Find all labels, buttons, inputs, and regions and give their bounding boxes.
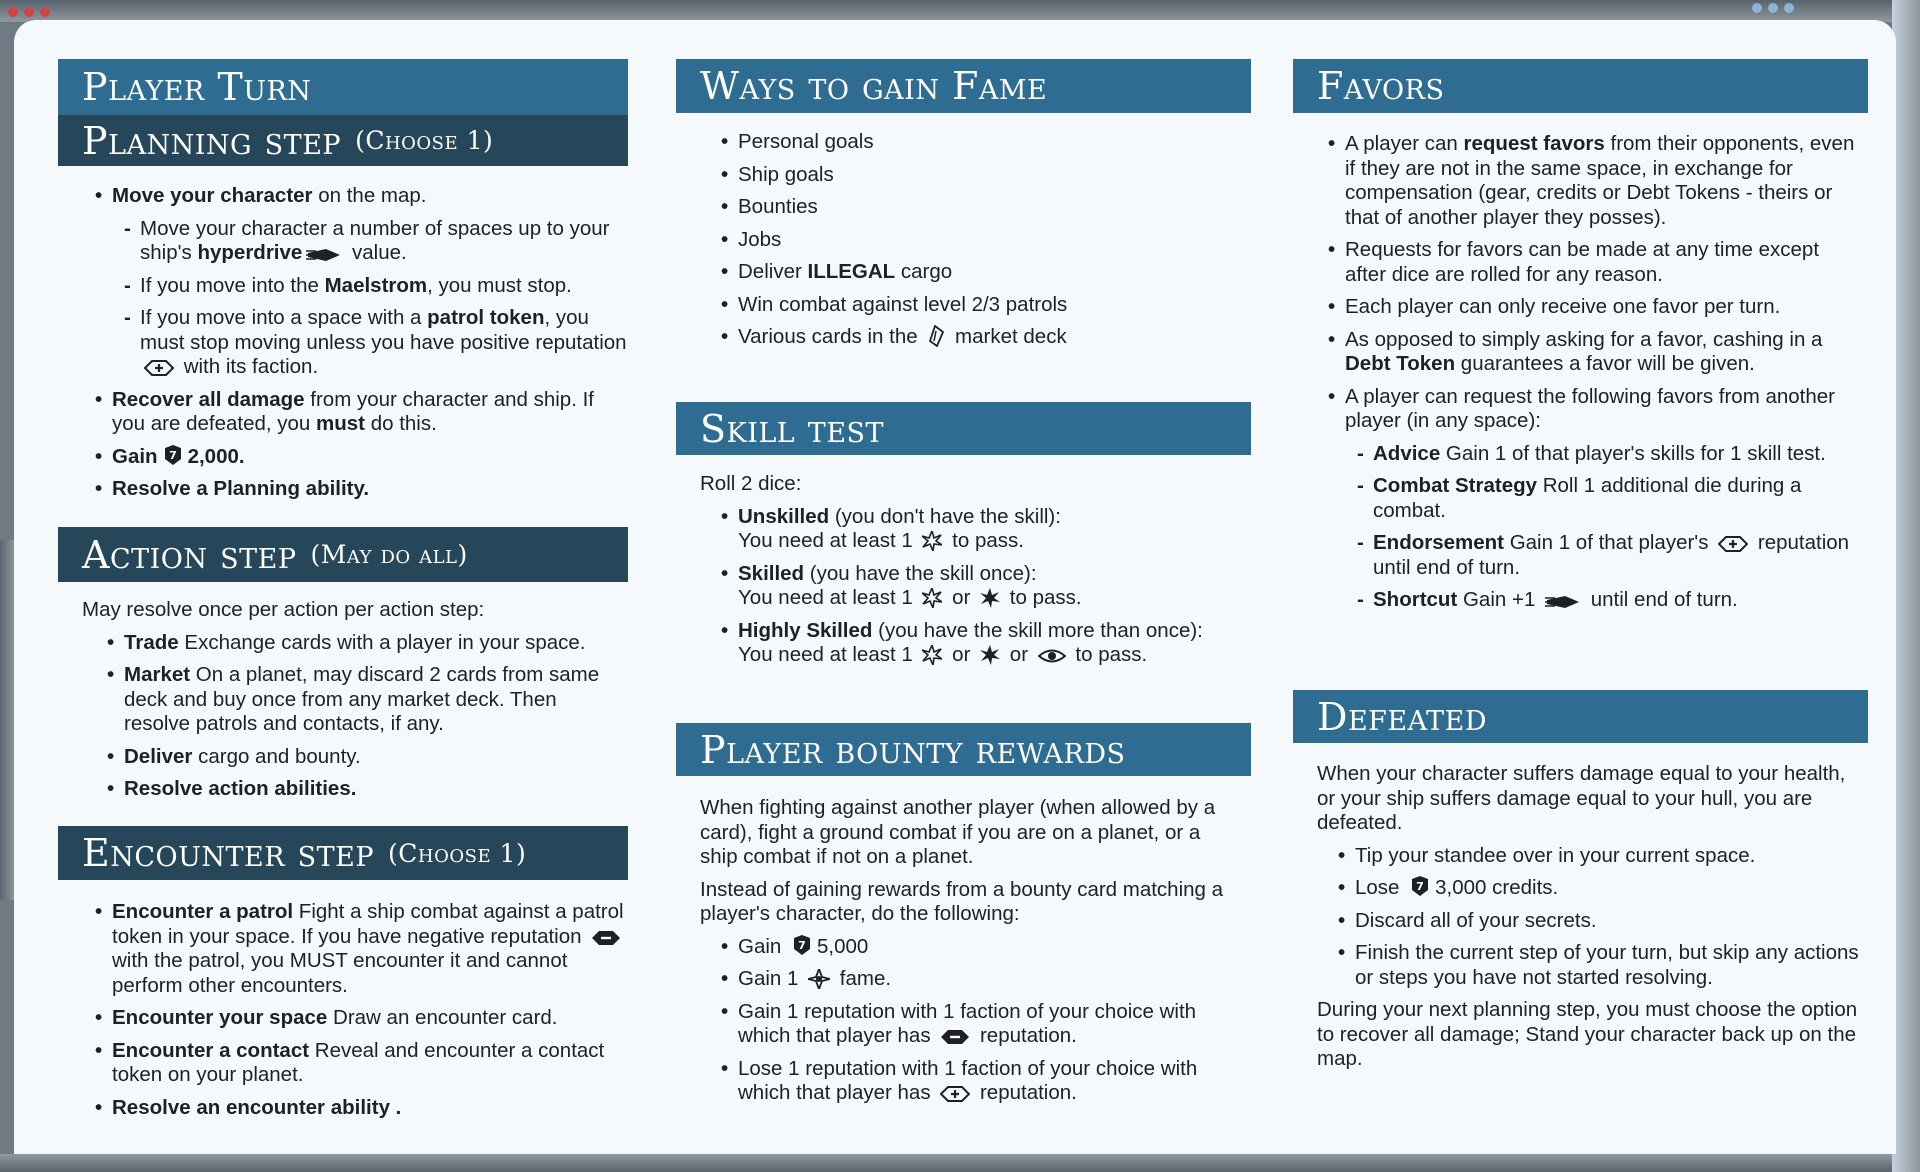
frame-right xyxy=(1892,0,1920,1172)
list-item: • Bounties xyxy=(718,195,1251,220)
list-item: • Trade Exchange cards with a player in your space. xyxy=(104,631,628,656)
encounter-step-title: Encounter step xyxy=(82,831,375,875)
list-item: • Encounter your space Draw an encounter card. xyxy=(92,1006,628,1031)
encounter-step-list xyxy=(92,900,628,1128)
list-item: • Tip your standee over in your current space. xyxy=(1335,844,1860,869)
list-item: • A player can request favors from their opponents, even if they are not in the same space, in exchange for compensation (gear, credits or Debt Tokens - theirs or that of another player they posses). xyxy=(1325,132,1860,230)
list-item: • Deliver cargo and bounty. xyxy=(104,745,628,770)
market-deck-icon xyxy=(927,325,945,347)
list-item: - Move your character a number of spaces up to your ship's hyperdrive value. xyxy=(112,217,628,266)
favors-title: Favors xyxy=(1317,64,1445,108)
reputation-positive-icon xyxy=(144,359,174,377)
skill-eye-icon xyxy=(1038,647,1066,665)
action-step-subtitle: (May do all) xyxy=(310,540,468,569)
list-item: - Combat Strategy Roll 1 additional die during a combat. xyxy=(1345,474,1860,523)
player-turn-title: Player Turn xyxy=(82,65,312,109)
list-item: • As opposed to simply asking for a favor, cashing in a Debt Token guarantees a favor will be given. xyxy=(1325,328,1860,377)
skill-test-list xyxy=(700,472,1251,676)
skill-test-header xyxy=(676,402,1251,455)
list-item: • Discard all of your secrets. xyxy=(1335,909,1860,934)
list-item: • Gain 5,000 xyxy=(718,935,1231,960)
list-item: - Endorsement Gain 1 of that player's reputation until end of turn. xyxy=(1345,531,1860,580)
reputation-positive-icon xyxy=(940,1085,970,1103)
bounty-intro: When fighting against another player (when allowed by a card), fight a ground combat if you are on a planet, or a ship combat if not on a planet. xyxy=(700,796,1216,868)
list-item: - Shortcut Gain +1 until end of turn. xyxy=(1345,588,1860,613)
fame-icon xyxy=(808,969,830,989)
list-item: • Lose 3,000 credits. xyxy=(1335,876,1860,901)
list-item: • Resolve an encounter ability . xyxy=(92,1096,628,1121)
list-item: • Move your character on the map. - Move your character a number of spaces up to your ship's hyperdrive value. - If you move into the Maelstrom, you must stop. - If you move into a space with a patrol token, you must stop moving unless you have positive reputation with its faction. xyxy=(92,184,628,380)
list-item: • Encounter a contact Reveal and encounter a contact token on your planet. xyxy=(92,1039,628,1088)
defeated-next-planning: During your next planning step, you must choose the option to recover all damage; Stand your character back up on the map. xyxy=(1317,998,1858,1070)
credits-icon xyxy=(1409,876,1431,898)
frame-bottom xyxy=(0,1154,1920,1172)
reputation-positive-icon xyxy=(1718,535,1748,553)
bounty-instead: Instead of gaining rewards from a bounty card matching a player's character, do the following: xyxy=(700,877,1224,925)
bounty-header xyxy=(676,723,1251,776)
list-item: - If you move into the Maelstrom, you must stop. xyxy=(112,274,628,299)
list-item: • Win combat against level 2/3 patrols xyxy=(718,293,1251,318)
bounty-title: Player bounty rewards xyxy=(700,727,1126,772)
credits-icon xyxy=(162,445,184,467)
skill-star-icon xyxy=(980,588,1000,608)
frame-lights-right xyxy=(1752,3,1794,13)
list-item: • Various cards in the market deck xyxy=(718,325,1251,350)
planning-step-title: Planning step xyxy=(82,118,342,163)
list-item: • Gain 1 reputation with 1 faction of your choice with which that player has reputation. xyxy=(718,1000,1231,1049)
list-item: • Ship goals xyxy=(718,163,1251,188)
list-item: • Resolve action abilities. xyxy=(104,777,628,802)
player-turn-header xyxy=(58,59,628,115)
fame-title: Ways to gain Fame xyxy=(700,64,1048,108)
encounter-step-subtitle: (Choose 1) xyxy=(388,838,527,868)
list-item: • A player can request the following favors from another player (in any space): - Advice Gain 1 of that player's skills for 1 skill test. - Combat Strategy Roll 1 additional die during a combat. - Endorsement Gain 1 of that player's reputation until end of turn. - Shortcut Gain +1 until end of turn. xyxy=(1325,385,1860,613)
list-item: • Gain 2,000. xyxy=(92,445,628,470)
action-step-list xyxy=(82,598,628,810)
defeated-title: Defeated xyxy=(1317,694,1488,739)
encounter-step-header xyxy=(58,826,628,880)
reputation-negative-icon xyxy=(940,1028,970,1046)
skill-burst-icon xyxy=(922,588,942,608)
list-item: • Deliver ILLEGAL cargo xyxy=(718,260,1251,285)
action-step-intro: May resolve once per action per action step: xyxy=(82,598,485,621)
hyperdrive-icon xyxy=(306,247,342,263)
action-step-header xyxy=(58,527,628,582)
list-item: • Lose 1 reputation with 1 faction of your choice with which that player has reputation. xyxy=(718,1057,1231,1106)
frame-lights xyxy=(8,7,50,17)
planning-step-list xyxy=(92,184,628,510)
bounty-list xyxy=(700,796,1231,1114)
skill-burst-icon xyxy=(922,531,942,551)
defeated-intro: When your character suffers damage equal to your health, or your ship suffers damage equal to your hull, you are defeated. xyxy=(1317,762,1846,834)
list-item: • Resolve a Planning ability. xyxy=(92,477,628,502)
list-item: • Gain 1 fame. xyxy=(718,967,1231,992)
list-item: • Jobs xyxy=(718,228,1251,253)
list-item: • Recover all damage from your character and ship. If you are defeated, you must do this. xyxy=(92,388,628,437)
list-item: • Unskilled (you don't have the skill): You need at least 1 to pass. xyxy=(718,505,1251,554)
reputation-negative-icon xyxy=(591,929,621,947)
list-item: - Advice Gain 1 of that player's skills for 1 skill test. xyxy=(1345,442,1860,467)
list-item: • Requests for favors can be made at any time except after dice are rolled for any reason. xyxy=(1325,238,1860,287)
frame-top xyxy=(0,0,1920,22)
hyperdrive-icon xyxy=(1545,594,1581,610)
skill-test-title: Skill test xyxy=(700,406,885,451)
favors-header xyxy=(1293,59,1868,113)
skill-test-intro: Roll 2 dice: xyxy=(700,472,802,495)
fame-header xyxy=(676,59,1251,113)
action-step-title: Action step xyxy=(82,532,297,577)
fame-list xyxy=(718,130,1251,358)
reference-sheet xyxy=(14,20,1896,1154)
list-item: • Each player can only receive one favor per turn. xyxy=(1325,295,1860,320)
defeated-header xyxy=(1293,690,1868,743)
list-item: • Finish the current step of your turn, but skip any actions or steps you have not started resolving. xyxy=(1335,941,1860,990)
list-item: - If you move into a space with a patrol token, you must stop moving unless you have positive reputation with its faction. xyxy=(112,306,628,380)
skill-star-icon xyxy=(980,645,1000,665)
list-item: • Personal goals xyxy=(718,130,1251,155)
skill-burst-icon xyxy=(922,645,942,665)
planning-step-header xyxy=(58,115,628,166)
favors-list xyxy=(1325,132,1860,621)
defeated-list xyxy=(1317,762,1860,1080)
list-item: • Encounter a patrol Fight a ship combat against a patrol token in your space. If you have negative reputation with the patrol, you MUST encounter it and cannot perform other encounters. xyxy=(92,900,628,998)
list-item: • Skilled (you have the skill once): You need at least 1 or to pass. xyxy=(718,562,1251,611)
planning-step-subtitle: (Choose 1) xyxy=(355,126,494,155)
list-item: • Market On a planet, may discard 2 cards from same deck and buy once from any market deck. Then resolve patrols and contacts, if any. xyxy=(104,663,628,737)
frame-left xyxy=(0,540,14,900)
credits-icon xyxy=(791,935,813,957)
list-item: • Highly Skilled (you have the skill more than once): You need at least 1 or or to pass. xyxy=(718,619,1251,668)
